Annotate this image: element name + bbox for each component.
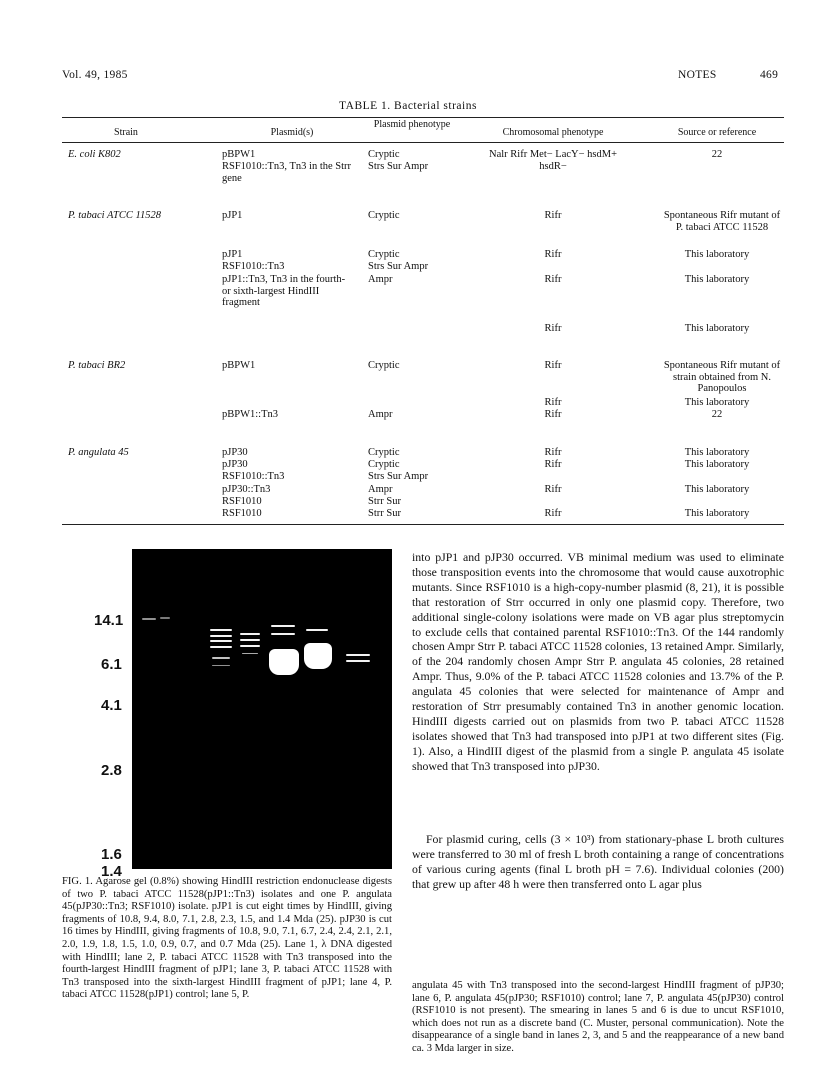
figure-caption: FIG. 1. Agarose gel (0.8%) showing HindIII restriction endonuclease digests of two P. tabaci ATCC 11528(pJP1::Tn3) isolates and one P. angulata 45(pJP30::Tn3; RSF1010) isolate. pJP1 is cut eight times by HindIII, giving fragments of 10.8, 9.4, 8.0, 7.1, 2.8, 2.3, 1.5, and 1.4 Mda (25). pJP30 is cut 16 times by HindIII, giving fragments of 10.8, 9.0, 7.1, 6.7, 2.4, 2.4, 2.1, 2.1, 2.0, 1.9, 1.8, 1.5, 1.0, 0.9, 0.7, and 0.7 Mda (25). Lane 1, λ DNA digested with HindIII; lane 2, P. tabaci ATCC 11528 with Tn3 transposed into the fourth-largest HindIII fragment of pJP1; lane 3, P. tabaci ATCC 11528 with Tn3 transposed into the sixth-largest HindIII fragment of pJP1; lane 4, P. tabaci ATCC 11528(pJP1) control; lane 5, P. — [62, 876, 392, 1001]
source-cell: 22 — [711, 409, 723, 420]
col-chromosomal: Chromosomal phenotype — [502, 127, 604, 138]
gel-band — [210, 640, 232, 642]
phenotype-cell: Cryptic — [368, 249, 400, 260]
chromo-cell: Nalr Rifr Met− LacY− hsdM+ hsdR− — [489, 149, 617, 172]
gel-smear — [304, 643, 332, 669]
phenotype-cell: Ampr — [368, 484, 393, 495]
plasmid-cell: pJP30::Tn3 — [222, 484, 271, 495]
source-cell: This laboratory — [684, 447, 750, 458]
table-top-rule — [62, 117, 784, 118]
col-plasmids: Plasmid(s) — [270, 127, 314, 138]
gel-band — [242, 653, 258, 654]
source-cell: 22 — [711, 149, 723, 160]
table-title: TABLE 1. Bacterial strains — [339, 100, 477, 112]
source-cell: This laboratory — [684, 323, 750, 334]
gel-band — [210, 635, 232, 637]
phenotype-cell: Strs Sur Ampr — [368, 261, 429, 272]
source-cell: This laboratory — [684, 249, 750, 260]
phenotype-cell: Cryptic — [368, 210, 400, 221]
body-paragraph: For plasmid curing, cells (3 × 10³) from stationary-phase L broth cultures were transferred to 30 ml of fresh L broth containing a range of concentrations of various curing agents (final L broth pH = 7.6). Individual colonies (200) that grew up after 48 h were then transferred onto L agar plus — [412, 832, 784, 891]
plasmid-cell: RSF1010::Tn3 — [222, 471, 285, 482]
chromo-cell: Rifr — [544, 323, 562, 334]
chromo-cell: Rifr — [544, 409, 562, 420]
strain-ptabaci-atcc: P. tabaci ATCC 11528 — [68, 210, 161, 221]
plasmid-cell: pJP1::Tn3, Tn3 in the fourth- or sixth-largest HindIII fragment — [222, 274, 346, 309]
size-marker: 1.6 — [101, 846, 122, 863]
gel-band — [160, 617, 170, 619]
gel-smear — [269, 649, 299, 675]
size-marker: 6.1 — [101, 656, 122, 673]
gel-band — [346, 654, 370, 656]
gel-band — [142, 618, 156, 620]
source-cell: Spontaneous Rifr mutant of P. tabaci ATCC 11528 — [663, 210, 781, 233]
source-cell: This laboratory — [684, 274, 750, 285]
chromo-cell: Rifr — [544, 274, 562, 285]
phenotype-cell: Strs Sur Ampr — [368, 471, 429, 482]
phenotype-cell: Cryptic — [368, 360, 400, 371]
running-header-volume: Vol. 49, 1985 — [62, 69, 128, 81]
plasmid-cell: pBPW1::Tn3 — [222, 409, 279, 420]
gel-band — [240, 639, 260, 641]
chromo-cell: Rifr — [544, 360, 562, 371]
gel-band — [212, 657, 230, 659]
strain-pangulata: P. angulata 45 — [68, 447, 129, 458]
plasmid-cell: pBPW1 — [222, 149, 256, 160]
table-header-rule — [62, 142, 784, 143]
phenotype-cell: Strr Sur — [368, 496, 401, 507]
gel-band — [271, 633, 295, 635]
chromo-cell: Rifr — [544, 397, 562, 408]
size-marker: 4.1 — [101, 697, 122, 714]
strain-ecoli: E. coli K802 — [68, 149, 121, 160]
plasmid-cell: RSF1010::Tn3 — [222, 261, 285, 272]
chromo-cell: Rifr — [544, 459, 562, 470]
gel-band — [240, 645, 260, 647]
size-marker: 2.8 — [101, 762, 122, 779]
source-cell: This laboratory — [684, 484, 750, 495]
plasmid-cell: RSF1010::Tn3, Tn3 in the Strr gene — [222, 161, 352, 184]
chromo-cell: Rifr — [544, 484, 562, 495]
gel-band — [346, 660, 370, 662]
phenotype-cell: Ampr — [368, 274, 393, 285]
col-source: Source or reference — [677, 127, 757, 138]
plasmid-cell: pBPW1 — [222, 360, 256, 371]
body-paragraph: into pJP1 and pJP30 occurred. VB minimal medium was used to eliminate those transposition events into the chromosome that would cause auxotrophic mutants. Since RSF1010 is a high-copy-number plasmid (8, 21), it is possible that restoration of Strr occurred in only one plasmid copy. Therefore, two additional single-colony isolations were made on VB agar plus streptomycin to exclude cells that contained parental RSF1010::Tn3. Of the 144 randomly chosen Ampr Strr P. tabaci ATCC 11528 colonies, 13 retained Ampr. Similarly, of the 204 randomly chosen Ampr Strr P. angulata 45 colonies, 28 retained Ampr. Thus, 9.0% of the P. tabaci ATCC 11528 colonies and 13.7% of the P. angulata 45 colonies that were selected for maintenance of Ampr and restoration of Strr presumably contained Tn3 in another genomic location. HindIII digests carried out on plasmids from two P. tabaci ATCC 11528 isolates showed that Tn3 had transposed into pJP1 at two different sites (Fig. 1). Also, a HindIII digest of the plasmid from a single P. angulata 45 isolate showed that Tn3 transposed into pJP30. — [412, 550, 784, 773]
phenotype-cell: Cryptic — [368, 459, 400, 470]
plasmid-cell: pJP1 — [222, 210, 243, 221]
page-number: 469 — [760, 69, 779, 81]
gel-band — [240, 633, 260, 635]
chromo-cell: Rifr — [544, 249, 562, 260]
phenotype-cell: Strs Sur Ampr — [368, 161, 429, 172]
size-marker: 1.4 — [101, 863, 122, 880]
source-cell: This laboratory — [684, 508, 750, 519]
gel-band — [210, 629, 232, 631]
source-cell: This laboratory — [684, 397, 750, 408]
running-header-section: NOTES — [678, 69, 717, 81]
col-strain: Strain — [114, 127, 138, 138]
table-bottom-rule — [62, 524, 784, 525]
figure-caption-continued: angulata 45 with Tn3 transposed into the second-largest HindIII fragment of pJP30; lane 6, P. angulata 45(pJP30; RSF1010) control; lane 7, P. angulata 45(pJP30) control (RSF1010 is not present). The smearing in lanes 5 and 6 is due to uncut RSF1010, which does not run as a discrete band (C. Muster, personal communication). Note the disappearance of a single band in lanes 2, 3, and 5 and the reappearance of a new band ca. 3 Mda larger in size. — [412, 980, 784, 1054]
plasmid-cell: pJP30 — [222, 459, 248, 470]
source-cell: This laboratory — [684, 459, 750, 470]
agarose-gel-image — [132, 549, 392, 869]
plasmid-cell: RSF1010 — [222, 496, 262, 507]
plasmid-cell: pJP30 — [222, 447, 248, 458]
strain-ptabaci-br2: P. tabaci BR2 — [68, 360, 126, 371]
plasmid-cell: RSF1010 — [222, 508, 262, 519]
phenotype-cell: Strr Sur — [368, 508, 401, 519]
source-cell: Spontaneous Rifr mutant of strain obtained from N. Panopoulos — [663, 360, 781, 395]
chromo-cell: Rifr — [544, 508, 562, 519]
gel-band — [212, 665, 230, 666]
gel-band — [210, 646, 232, 648]
chromo-cell: Rifr — [544, 447, 562, 458]
plasmid-cell: pJP1 — [222, 249, 243, 260]
phenotype-cell: Cryptic — [368, 447, 400, 458]
phenotype-cell: Cryptic — [368, 149, 400, 160]
col-plasmid-phenotype: Plasmid phenotype — [373, 119, 451, 130]
gel-band — [306, 629, 328, 631]
size-marker: 14.1 — [94, 612, 124, 629]
gel-band — [271, 625, 295, 627]
phenotype-cell: Ampr — [368, 409, 393, 420]
chromo-cell: Rifr — [544, 210, 562, 221]
